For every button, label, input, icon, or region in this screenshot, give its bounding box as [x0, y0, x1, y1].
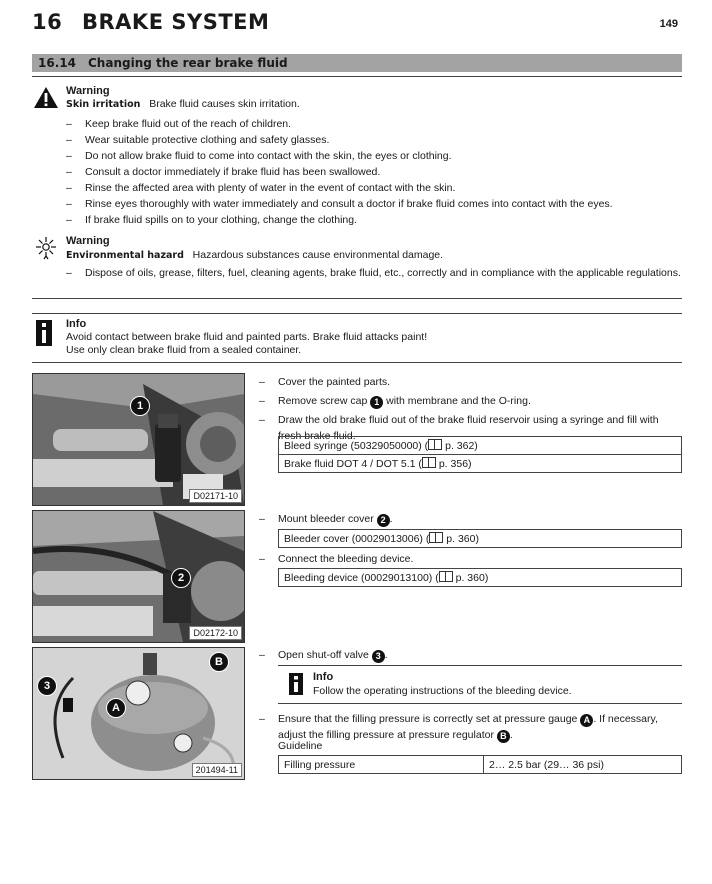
photo-bleeder-cover [32, 510, 245, 643]
warning-heading: Warning [66, 235, 110, 247]
info-line: Avoid contact between brake fluid and painted parts. Brake fluid attacks paint! [66, 331, 428, 343]
callout-A: A [106, 698, 126, 718]
table-row [279, 437, 682, 455]
tool-page-link[interactable]: p. 356) [438, 458, 472, 470]
ref-callout-A: A [580, 714, 593, 727]
tool-name: Brake fluid DOT 4 / DOT 5.1 ( [284, 458, 422, 470]
warning-text: Hazardous substances cause environmental damage. [192, 249, 444, 261]
callout-1: 1 [130, 396, 150, 416]
tool-name: Bleed syringe (50329050000) ( [284, 440, 429, 452]
steps-block-2 [259, 511, 682, 530]
callout-B: B [209, 652, 229, 672]
divider [32, 313, 682, 314]
warning-label: Environmental hazard [66, 250, 184, 261]
section-title [38, 56, 288, 70]
step-text: Ensure that the filling pressure is correctly set at pressure gauge [278, 713, 578, 725]
step [259, 647, 682, 663]
list-item: – Wear suitable protective clothing and safety glasses. [66, 132, 682, 148]
table-cell [279, 437, 682, 455]
table-row [279, 756, 682, 774]
step: – Draw the old brake fluid out of the brake fluid reservoir using a syringe and fill with fresh brake fluid. [259, 412, 682, 444]
warning-list [66, 116, 682, 228]
list-item: – If brake fluid spills on to your clothing, change the clothing. [66, 212, 682, 228]
list-item: – Keep brake fluid out of the reach of children. [66, 116, 682, 132]
step-text: . [384, 649, 388, 661]
ref-callout-3: 3 [372, 650, 385, 663]
image-code: 201494-11 [192, 763, 242, 777]
steps-block-3 [259, 647, 682, 666]
book-icon [422, 457, 436, 468]
photo-illustration [33, 374, 244, 505]
divider [278, 703, 682, 704]
divider [32, 298, 682, 299]
ref-callout-1: 1 [370, 396, 383, 409]
info-text: Follow the operating instructions of the bleeding device. [313, 685, 572, 697]
tools-table-3 [278, 568, 682, 587]
chapter-heading [32, 10, 269, 34]
chapter-number: 16 [32, 10, 63, 34]
tools-table-1 [278, 436, 682, 473]
tool-page-link[interactable]: p. 360) [455, 572, 489, 584]
book-icon [428, 439, 442, 450]
list-item: – Rinse the affected area with plenty of water in the event of contact with the skin. [66, 180, 682, 196]
info-icon [289, 673, 303, 695]
photo-rear-brake-reservoir [32, 373, 245, 506]
divider [278, 665, 682, 666]
info-heading: Info [66, 318, 87, 330]
step-text: with membrane and the O-ring. [386, 395, 531, 407]
table-cell [279, 569, 682, 587]
book-icon [429, 532, 443, 543]
warning-subline [66, 98, 300, 111]
step-text: . [509, 729, 513, 741]
tool-name: Bleeder cover (00029013006) ( [284, 533, 430, 545]
steps-block-3b [259, 711, 682, 746]
chapter-title: BRAKE SYSTEM [82, 10, 270, 34]
step [259, 393, 682, 409]
step-text: . [389, 513, 393, 525]
callout-3: 3 [37, 676, 57, 696]
warning-text: Brake fluid causes skin irritation. [149, 98, 300, 110]
tool-page-link[interactable]: p. 360) [446, 533, 479, 545]
guideline-label: Guideline [278, 740, 323, 752]
tool-name: Bleeding device (00029013100) ( [284, 572, 439, 584]
info-heading: Info [313, 671, 334, 683]
tool-page-link[interactable]: p. 362) [445, 440, 478, 452]
warning-heading: Warning [66, 85, 110, 97]
spec-value: 2… 2.5 bar (29… 36 psi) [484, 756, 682, 774]
ref-callout-B: B [497, 730, 510, 743]
divider [32, 76, 682, 77]
step-text: . If necessary, adjust the filling pressure at pressure regulator [278, 713, 658, 741]
section-title-text: Changing the rear brake fluid [88, 56, 288, 70]
info-line: Use only clean brake fluid from a sealed container. [66, 344, 302, 356]
photo-illustration [33, 511, 244, 642]
warning-list [66, 267, 682, 280]
spec-name: Filling pressure [279, 756, 484, 774]
image-code: D02171-10 [189, 489, 242, 503]
table-row [279, 455, 682, 473]
table-cell [279, 455, 682, 473]
section-number: 16.14 [38, 56, 76, 70]
warning-label: Skin irritation [66, 99, 141, 110]
spec-table [278, 755, 682, 774]
step: – Cover the painted parts. [259, 374, 682, 390]
callout-2: 2 [171, 568, 191, 588]
divider [32, 362, 682, 363]
step-text: Remove screw cap [278, 395, 368, 407]
step-text: Open shut-off valve [278, 649, 369, 661]
tools-table-2 [278, 529, 682, 548]
list-item: – Consult a doctor immediately if brake fluid has been swallowed. [66, 164, 682, 180]
image-code: D02172-10 [189, 626, 242, 640]
photo-bleeding-device [32, 647, 245, 780]
environment-hazard-icon [34, 236, 58, 260]
list-item: – Rinse eyes thoroughly with water immediately and consult a doctor if brake fluid comes into contact with the eyes. [66, 196, 682, 212]
step-text: Mount bleeder cover [278, 513, 374, 525]
list-item: – Do not allow brake fluid to come into contact with the skin, the eyes or clothing. [66, 148, 682, 164]
ref-callout-2: 2 [377, 514, 390, 527]
step [259, 511, 682, 527]
book-icon [439, 571, 453, 582]
table-cell [279, 530, 682, 548]
table-row [279, 569, 682, 587]
step [259, 711, 682, 743]
page-number: 149 [659, 18, 678, 30]
info-icon [36, 320, 52, 346]
warning-triangle-icon [33, 86, 59, 109]
table-row [279, 530, 682, 548]
list-item: – Dispose of oils, grease, filters, fuel, cleaning agents, brake fluid, etc., correctly and in compliance with the applicable regulations. [66, 267, 682, 280]
step: – Connect the bleeding device. [259, 551, 682, 567]
warning-subline [66, 249, 443, 262]
